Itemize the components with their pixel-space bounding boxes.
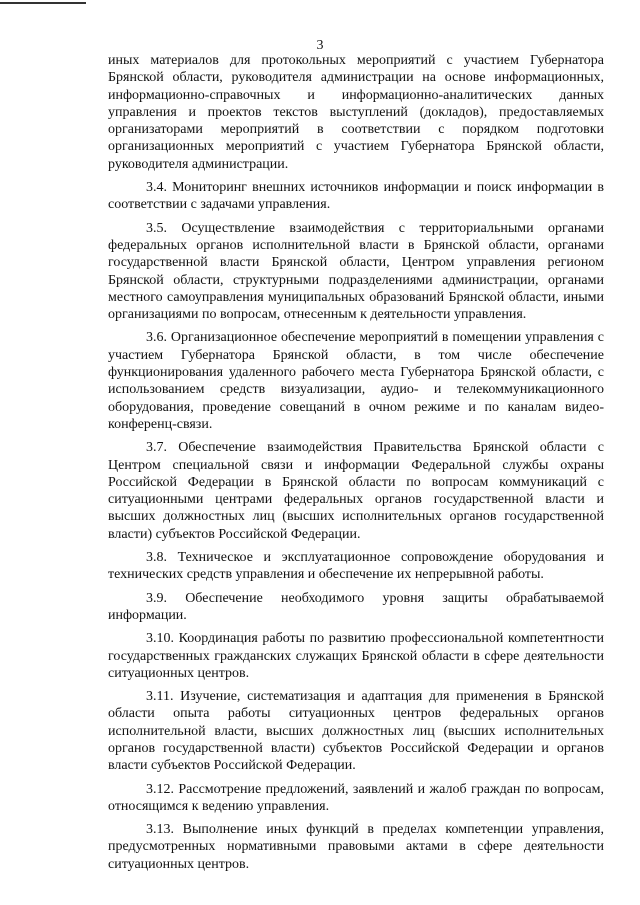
paragraph-3-6: 3.6. Организационное обеспечение мероприятий в помещении управления с участием Губернатора Брянской области, в том числе обеспечение функционирования удаленного рабочего места Губернатора Брянской области, с использованием средств визуализации, аудио- и телекоммуникационного оборудования, проведение совещаний в очном режиме и по каналам видео-конференц-связи.: [108, 330, 604, 432]
top-rule-line: [0, 2, 86, 4]
document-body: [108, 52, 604, 879]
paragraph-3-12: 3.12. Рассмотрение предложений, заявлений и жалоб граждан по вопросам, относящимся к ведению управления.: [108, 781, 604, 814]
paragraph-3-9: 3.9. Обеспечение необходимого уровня защиты обрабатываемой информации.: [108, 590, 604, 623]
paragraph-3-10: 3.10. Координация работы по развитию профессиональной компетентности государственных гражданских служащих Брянской области в сфере деятельности ситуационных центров.: [108, 631, 604, 681]
page-number: 3: [316, 38, 324, 53]
paragraph-3-8: 3.8. Техническое и эксплуатационное сопровождение оборудования и технических средств управления и обеспечение их непрерывной работы.: [108, 550, 604, 583]
paragraph-3-5: 3.5. Осуществление взаимодействия с территориальными органами федеральных органов исполнительной власти в Брянской области, органами государственной власти Брянской области, Центром управления регионом Брянской области, структурными подразделениями администрации, органами местного самоуправления муниципальных образований Брянской области, иными организациями по вопросам, отнесенным к деятельности управления.: [108, 220, 604, 323]
paragraph-3-11: 3.11. Изучение, систематизация и адаптация для применения в Брянской области опыта работы ситуационных центров федеральных органов исполнительной власти, высших должностных лиц (высших исполнительных органов государственной власти) субъектов Российской Федерации и органов власти субъектов Российской Федерации.: [108, 689, 604, 774]
paragraph-3-13: 3.13. Выполнение иных функций в пределах компетенции управления, предусмотренных нормативными правовыми актами в сфере деятельности ситуационных центров.: [108, 822, 604, 872]
paragraph-3-7: 3.7. Обеспечение взаимодействия Правительства Брянской области с Центром специальной связи и информации Федеральной службы охраны Российской Федерации в Брянской области по вопросам коммуникаций с ситуационными центрами федеральных органов государственной власти и высших должностных лиц (высших исполнительных органов государственной власти) субъектов Российской Федерации.: [108, 440, 604, 542]
paragraph-3-4: 3.4. Мониторинг внешних источников информации и поиск информации в соответствии с задачами управления.: [108, 180, 604, 213]
paragraph-continuation: иных материалов для протокольных мероприятий с участием Губернатора Брянской области, руководителя администрации на основе информационных, информационно-справочных и информационно-аналитических данных управления и проектов текстов выступлений (докладов), предоставляемых организаторами мероприятий в соответствии с порядком подготовки организационных мероприятий с участием Губернатора Брянской области, руководителя администрации.: [108, 53, 604, 172]
